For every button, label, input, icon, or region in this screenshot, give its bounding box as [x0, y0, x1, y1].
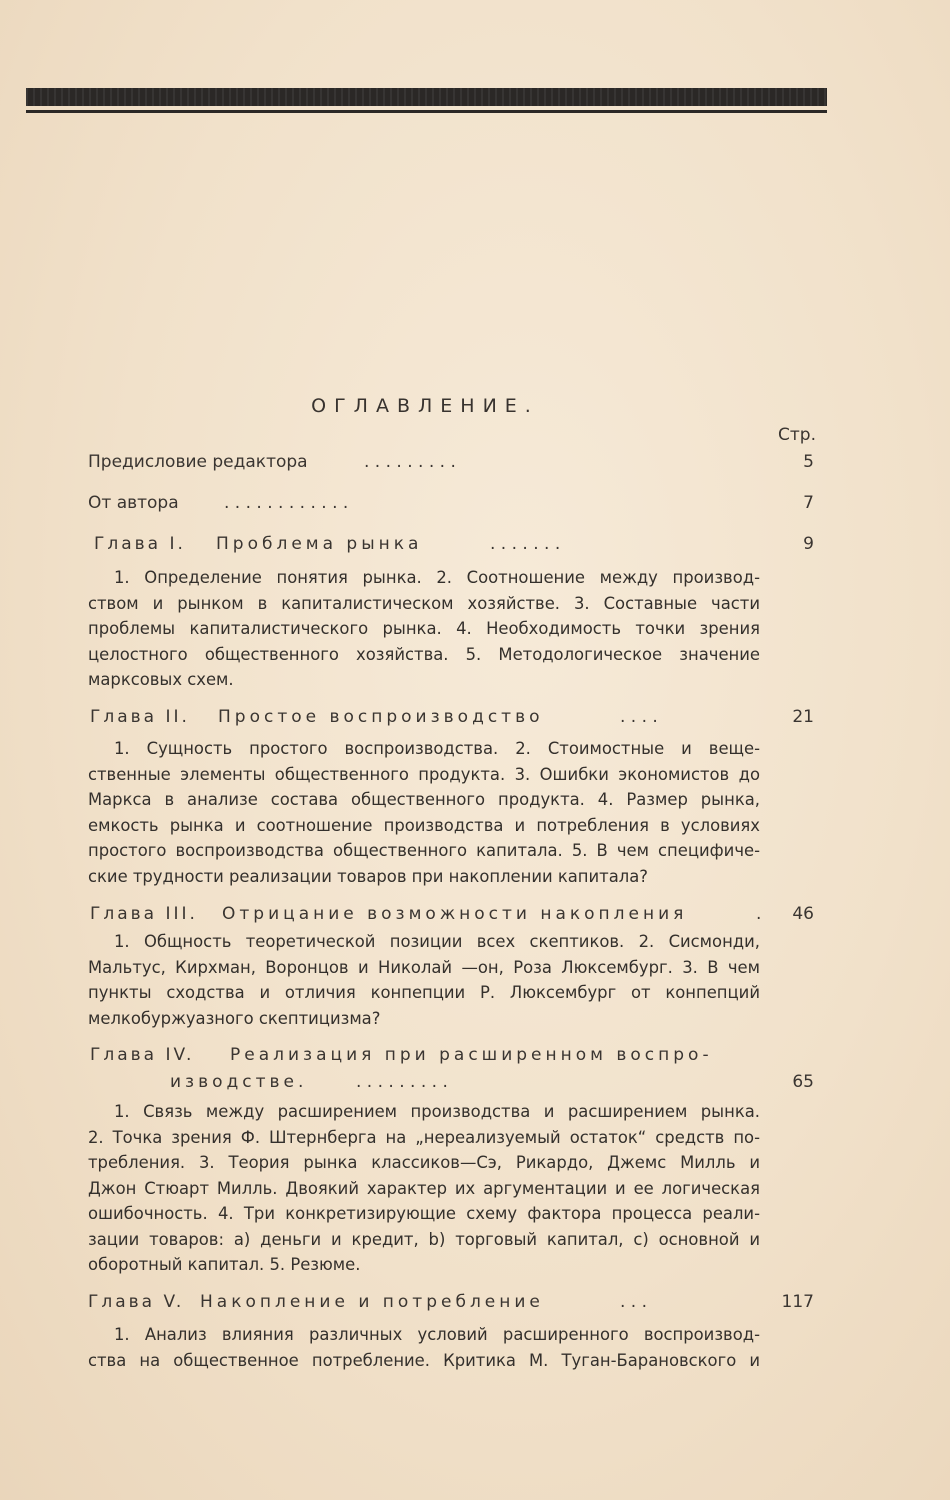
chapter-title-continued: изводстве.	[170, 1072, 308, 1092]
chapter-title: Проблема рынка	[216, 534, 423, 554]
leader-dots: . . .	[620, 1292, 648, 1312]
entry-page-number: 5	[803, 452, 814, 472]
chapter-1-summary	[88, 565, 760, 693]
summary-line: Джон Стюарт Милль. Двоякий характер их аргументации и ее логическая	[88, 1178, 760, 1198]
toc-entry-chapter-5[interactable]	[88, 1292, 814, 1318]
entry-page-number: 117	[781, 1292, 814, 1312]
toc-entry-chapter-4[interactable]	[90, 1045, 814, 1071]
summary-line: оборотный капитал. 5. Резюме.	[88, 1255, 361, 1274]
summary-line: мелкобуржуазного скептицизма?	[88, 1008, 381, 1028]
toc-entry-chapter-4-cont[interactable]	[90, 1072, 814, 1098]
summary-line: проблемы капиталистического рынка. 4. Необходимость точки зрения	[88, 619, 760, 638]
header-thin-rule	[26, 110, 827, 113]
summary-line: требления. 3. Теория рынка классиков—Сэ, Рикардо, Джемс Милль и	[88, 1153, 760, 1172]
toc-entry-chapter-1[interactable]	[94, 534, 814, 560]
entry-page-number: 65	[792, 1072, 814, 1092]
entry-page-number: 7	[803, 493, 814, 513]
chapter-5-summary	[88, 1322, 760, 1373]
summary-line: Мальтус, Кирхман, Воронцов и Николай —он, Роза Люксембург. 3. В чем	[88, 957, 760, 977]
summary-line: 1. Связь между расширением производства и расширением рынка.	[114, 1102, 760, 1121]
summary-line: 1. Сущность простого воспроизводства. 2. Стоимостные и веще-	[114, 739, 760, 758]
toc-entry-chapter-3[interactable]	[90, 904, 814, 930]
entry-title: От автора	[88, 493, 179, 513]
leader-dots: . . . .	[620, 707, 658, 727]
entry-title: Предисловие редактора	[88, 452, 308, 472]
leader-dots: . . . . . . . . .	[356, 1072, 448, 1092]
leader-dots: . . . . . . . . .	[364, 452, 456, 472]
chapter-title: Отрицание возможности накопления	[222, 904, 688, 924]
leader-dots: . . . . . . . . . . . .	[224, 493, 349, 513]
leader-dots: . . . . . . .	[490, 534, 561, 554]
chapter-title: Накопление и потребление	[200, 1292, 544, 1312]
summary-line: емкость рынка и соотношение производства и потребления в условиях	[88, 815, 760, 835]
page-heading: ОГЛАВЛЕНИЕ.	[311, 395, 539, 417]
summary-line: пункты сходства и отличия конпепции Р. Люксембург от конпепций	[88, 983, 760, 1002]
chapter-label: Глава III.	[90, 904, 198, 924]
summary-line: ские трудности реализации товаров при накоплении капитала?	[88, 866, 648, 886]
entry-page-number: 21	[792, 707, 814, 727]
summary-line: Маркса в анализе состава общественного продукта. 4. Размер рынка,	[88, 790, 760, 809]
chapter-title: Реализация при расширенном воспро-	[230, 1045, 713, 1065]
summary-line: ошибочность. 4. Три конкретизирующие схему фактора процесса реали-	[88, 1204, 760, 1223]
summary-line: целостного общественного хозяйства. 5. Методологическое значение	[88, 644, 760, 664]
chapter-label: Глава V.	[88, 1292, 185, 1312]
page-column-label: Стр.	[778, 425, 816, 445]
chapter-2-summary	[88, 736, 760, 889]
toc-entry-preface[interactable]	[88, 452, 814, 478]
entry-page-number: 46	[792, 904, 814, 924]
chapter-title: Простое воспроизводство	[218, 707, 544, 727]
summary-line: простого воспроизводства общественного капитала. 5. В чем специфиче-	[88, 841, 760, 860]
chapter-label: Глава II.	[90, 707, 190, 727]
summary-line: ственные элементы общественного продукта. 3. Ошибки экономистов до	[88, 764, 760, 784]
leader-dots: .	[756, 904, 762, 924]
summary-line: 2. Точка зрения Ф. Штернберга на „нереализуемый остаток“ средств по-	[88, 1127, 760, 1147]
header-thick-rule	[26, 88, 827, 106]
summary-line: ством и рынком в капиталистическом хозяйстве. 3. Составные части	[88, 593, 760, 613]
summary-line: зации товаров: а) деньги и кредит, b) торговый капитал, с) основной и	[88, 1229, 760, 1249]
summary-line: 1. Определение понятия рынка. 2. Соотношение между производ-	[114, 568, 760, 587]
chapter-label: Глава I.	[94, 534, 186, 554]
chapter-4-summary	[88, 1099, 760, 1278]
chapter-3-summary	[88, 929, 760, 1031]
summary-line: ства на общественное потребление. Критика М. Туган-Барановского и	[88, 1350, 760, 1370]
toc-entry-chapter-2[interactable]	[90, 707, 814, 733]
summary-line: марксовых схем.	[88, 670, 234, 689]
summary-line: 1. Анализ влияния различных условий расширенного воспроизвод-	[114, 1325, 760, 1344]
summary-line: 1. Общность теоретической позиции всех скептиков. 2. Сисмонди,	[114, 932, 760, 951]
toc-entry-author[interactable]	[88, 493, 814, 519]
entry-page-number: 9	[803, 534, 814, 554]
chapter-label: Глава IV.	[90, 1045, 195, 1065]
